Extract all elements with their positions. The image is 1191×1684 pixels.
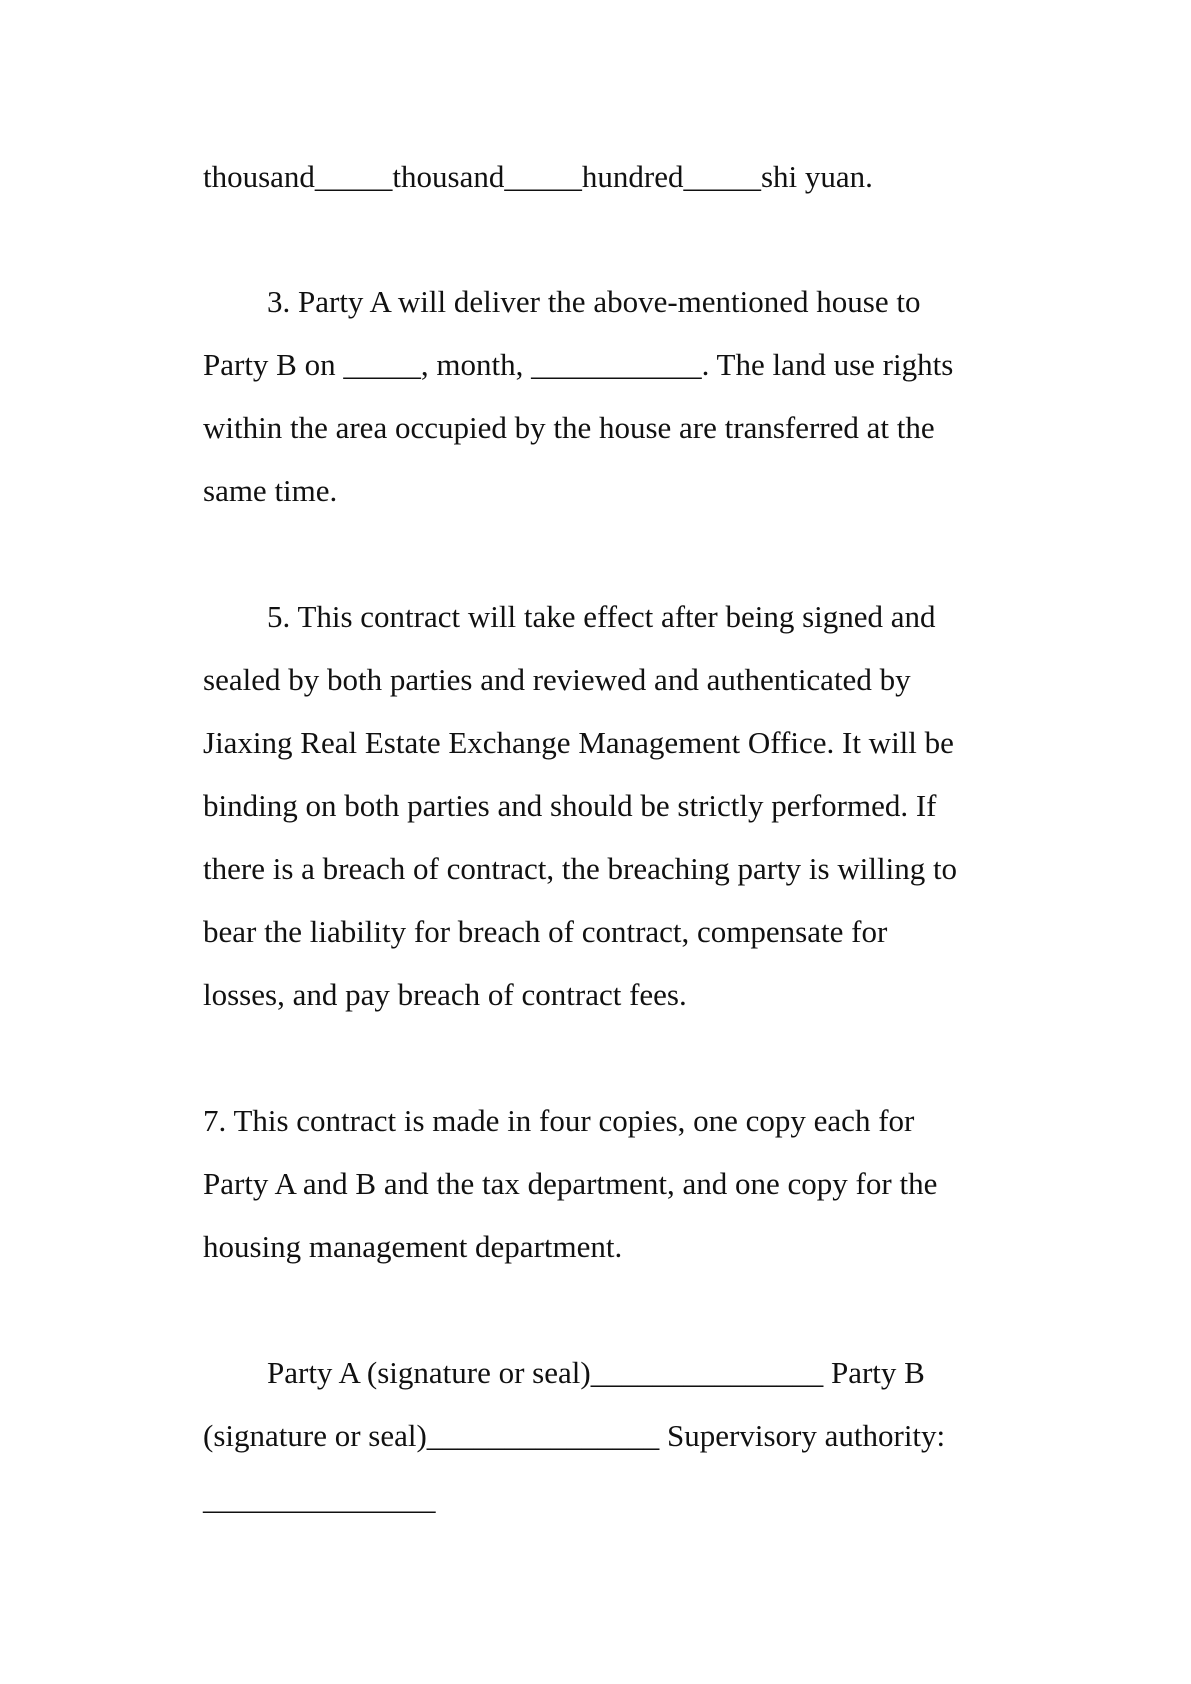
clause-7-line-1: 7. This contract is made in four copies, one copy each for [203,1103,915,1138]
clause-7-line-2: Party A and B and the tax department, and one copy for the [203,1166,938,1201]
amount-line: thousand_____thousand_____hundred_____shi yuan. [203,159,873,194]
clause-3-line-2: Party B on _____, month, ___________. The land use rights [203,347,954,382]
clause-5-line-6: bear the liability for breach of contract, compensate for [203,914,888,949]
clause-3-line-1: 3. Party A will deliver the above-mentioned house to [267,284,921,319]
clause-5-line-2: sealed by both parties and reviewed and authenticated by [203,662,911,697]
clause-5-line-7: losses, and pay breach of contract fees. [203,977,687,1012]
signature-line-3: _______________ [203,1481,436,1516]
clause-7-line-3: housing management department. [203,1229,623,1264]
clause-3-line-4: same time. [203,473,338,508]
signature-line-2: (signature or seal)_______________ Supervisory authority: [203,1418,946,1453]
clause-5-line-5: there is a breach of contract, the breaching party is willing to [203,851,958,886]
signature-line-1: Party A (signature or seal)_______________ Party B [267,1355,925,1390]
clause-3-line-3: within the area occupied by the house are transferred at the [203,410,935,445]
clause-5-line-1: 5. This contract will take effect after being signed and [267,599,936,634]
clause-5-line-4: binding on both parties and should be strictly performed. If [203,788,937,823]
clause-5-line-3: Jiaxing Real Estate Exchange Management Office. It will be [203,725,954,760]
